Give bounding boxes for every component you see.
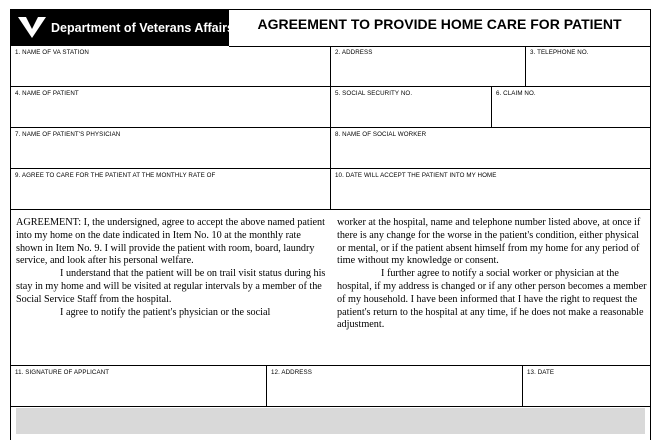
field-label: 8. NAME OF SOCIAL WORKER [335,131,427,138]
field-label: 12. ADDRESS [271,369,312,376]
agreement-paragraph: AGREEMENT: I, the undersigned, agree to accept the above named patient into my home on the date indicated in Item No. 10 at the monthly rate shown in Item No. 9. I will provide the patient with room, board, laundry service, and look after his personal welfare. [16,217,325,267]
ssn-field[interactable] [331,87,492,128]
field-label: 13. DATE [527,369,555,376]
field-label: 2. ADDRESS [335,49,373,56]
department-banner [11,10,234,46]
field-label: 1. NAME OF VA STATION [15,49,89,56]
agreement-paragraph: worker at the hospital, name and telephone number listed above, at once if there is any change for the worse in the patient's condition, either physical or mental, or if the patient absent himself from my home for any period of time without my knowledge or consent. [337,217,641,267]
field-label: 11. SIGNATURE OF APPLICANT [15,369,110,376]
va-logo-icon [17,15,47,39]
field-label: 3. TELEPHONE NO. [530,49,589,56]
agreement-right-column [337,217,647,332]
social-worker-field[interactable] [331,128,650,169]
agreement-text [11,210,650,366]
claim-number-field[interactable] [492,87,650,128]
field-label: 10. DATE WILL ACCEPT THE PATIENT INTO MY HOME [335,172,497,179]
form-title: AGREEMENT TO PROVIDE HOME CARE FOR PATIENT [229,10,650,47]
agreement-left-column [16,217,328,319]
field-label: 4. NAME OF PATIENT [15,90,79,97]
agreement-paragraph: I agree to notify the patient's physician or the social [60,306,271,318]
va-station-field[interactable] [11,46,331,87]
gray-footer-band [16,408,645,434]
patient-name-field[interactable] [11,87,331,128]
department-name: Department of Veterans Affairs [51,21,234,35]
field-label: 9. AGREE TO CARE FOR THE PATIENT AT THE MONTHLY RATE OF [15,172,216,179]
agreement-paragraph: I understand that the patient will be on trail visit status during his stay in my home and will be visited at regular intervals by a member of the Social Service Staff from the hospital. [16,268,326,305]
field-label: 5. SOCIAL SECURITY NO. [335,90,413,97]
station-address-field[interactable] [331,46,526,87]
accept-date-field[interactable] [331,169,650,210]
agreement-paragraph: I further agree to notify a social worker or physician at the hospital, if my address is changed or if any other person becomes a member of my household. I have been informed that I have the right to request the patient's return to the hospital at any time, if he does not make a reasonable adjustment. [337,268,647,331]
field-label: 7. NAME OF PATIENT'S PHYSICIAN [15,131,121,138]
form [10,9,651,440]
field-label: 6. CLAIM NO. [496,90,536,97]
physician-field[interactable] [11,128,331,169]
signature-date-field[interactable] [523,366,650,407]
applicant-signature-field[interactable] [11,366,267,407]
telephone-field[interactable] [526,46,650,87]
monthly-rate-field[interactable] [11,169,331,210]
applicant-address-field[interactable] [267,366,523,407]
